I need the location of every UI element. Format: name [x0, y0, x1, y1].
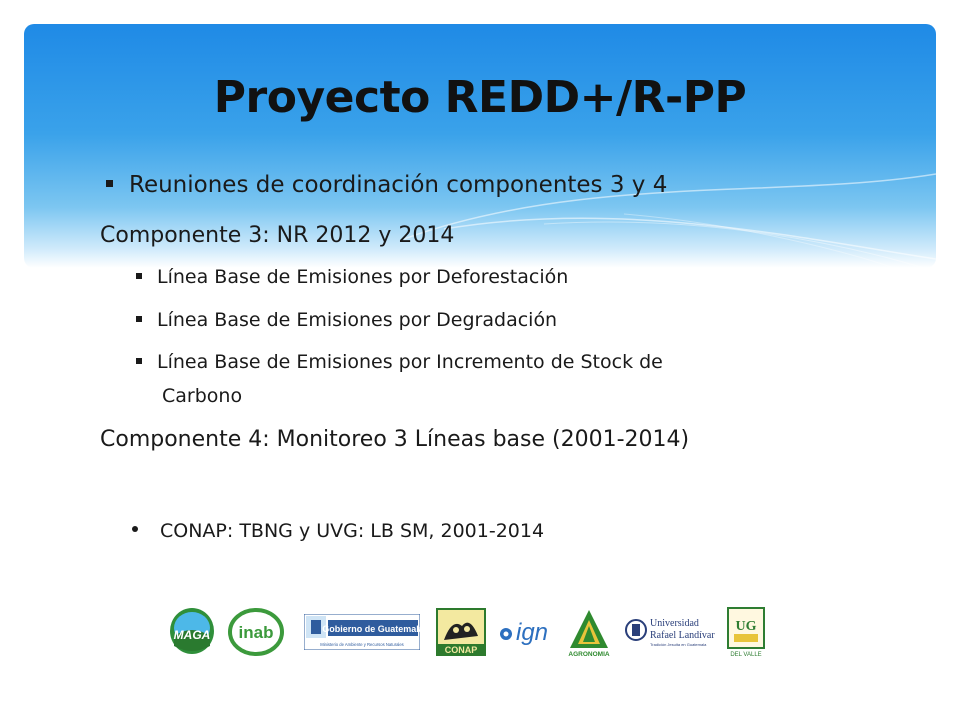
url-line2-text: Rafael Landívar — [650, 630, 715, 641]
square-bullet-icon — [106, 180, 113, 187]
conap-logo — [436, 608, 486, 660]
component3-item-text: Línea Base de Emisiones por Incremento de Stock de — [157, 351, 663, 373]
square-bullet-icon — [136, 358, 142, 364]
partner-logos — [168, 604, 778, 660]
slide-title: Proyecto REDD+/R-PP — [213, 72, 747, 123]
component4-item — [132, 520, 544, 542]
component3-heading: Componente 3: NR 2012 y 2014 — [100, 223, 455, 248]
component3-item-continuation: Carbono — [162, 385, 243, 407]
url-line1-text: Universidad — [650, 618, 699, 629]
uvg-logo — [724, 606, 768, 662]
agronomia-text: AGRONOMIA — [568, 651, 610, 658]
gobierno-text: Gobierno de Guatemala — [322, 624, 420, 634]
uvg-bottom-text: DEL VALLE — [730, 652, 762, 658]
square-bullet-icon — [136, 316, 142, 322]
component3-item — [136, 351, 663, 373]
component3-item — [136, 309, 557, 331]
ign-logo — [498, 612, 554, 656]
gobierno-guatemala-logo — [304, 614, 420, 654]
bullet-main-text: Reuniones de coordinación componentes 3 y 4 — [129, 172, 668, 198]
component4-heading: Componente 4: Monitoreo 3 Líneas base (2001-2014) — [100, 427, 690, 452]
uvg-text: UG — [735, 619, 757, 634]
component3-item — [136, 266, 568, 288]
inab-logo — [228, 608, 284, 660]
ign-text: ign — [515, 619, 549, 646]
round-bullet-icon — [132, 526, 138, 532]
conap-text: CONAP — [444, 645, 478, 655]
component3-item-text: Línea Base de Emisiones por Deforestación — [157, 266, 569, 288]
maga-text: MAGA — [173, 628, 211, 642]
ministerio-text: Ministerio de Ambiente y Recursos Naturales — [320, 642, 404, 647]
url-line3-text: Tradición Jesuita en Guatemala — [650, 642, 707, 647]
url-logo — [624, 614, 718, 654]
maga-logo — [168, 606, 216, 660]
component4-item-text: CONAP: TBNG y UVG: LB SM, 2001-2014 — [160, 520, 545, 542]
agronomia-logo — [566, 608, 612, 662]
square-bullet-icon — [136, 273, 142, 279]
bullet-main — [106, 172, 667, 198]
inab-text: inab — [238, 623, 274, 642]
component3-item-text: Línea Base de Emisiones por Degradación — [157, 309, 558, 331]
